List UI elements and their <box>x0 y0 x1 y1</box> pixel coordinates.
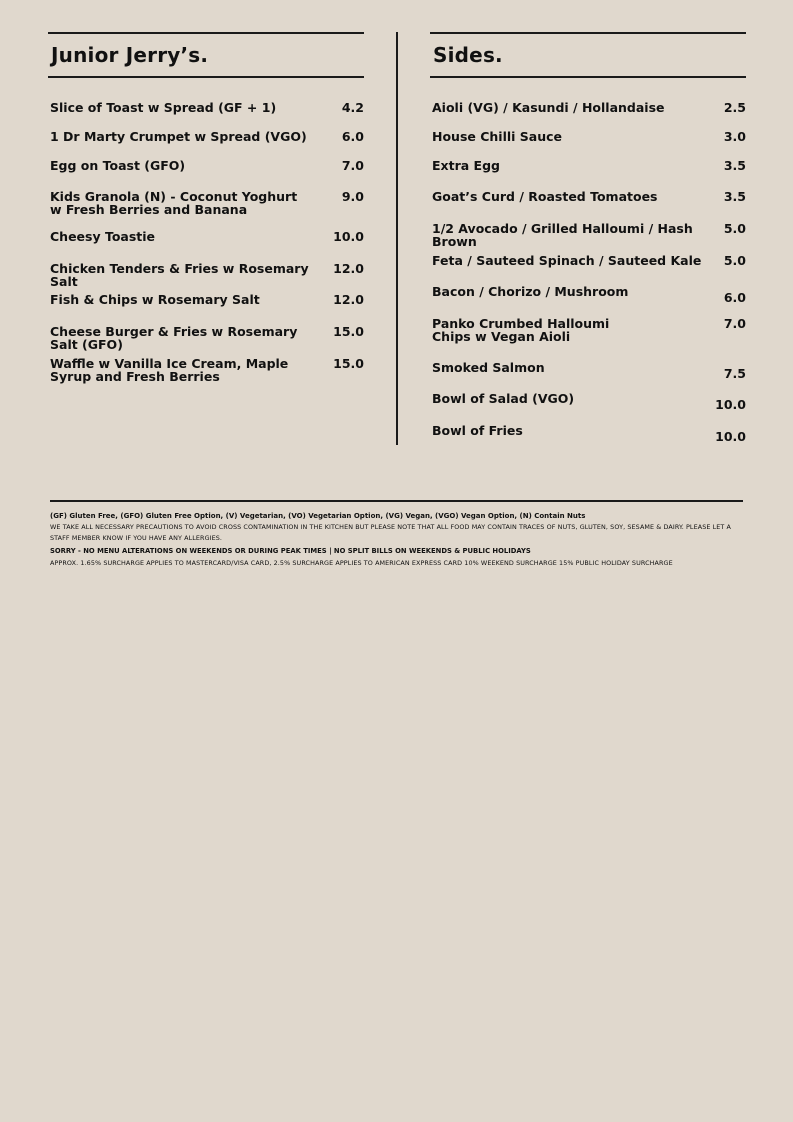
menu-item <box>432 130 746 143</box>
menu-item <box>432 361 746 380</box>
menu-item <box>50 130 364 143</box>
menu-item <box>432 285 746 304</box>
item-price: 9.0 <box>341 189 364 204</box>
item-price: 3.5 <box>723 158 746 173</box>
menu-item <box>432 222 746 248</box>
item-price: 5.0 <box>723 221 746 236</box>
menu-item <box>432 317 746 343</box>
item-price: 12.0 <box>333 261 364 276</box>
item-price: 4.2 <box>341 100 364 115</box>
menu-item <box>50 101 364 114</box>
item-name: Slice of Toast w Spread (GF + 1) <box>50 100 277 115</box>
item-price: 15.0 <box>333 356 364 371</box>
menu-item <box>432 101 746 114</box>
item-price: 7.0 <box>723 316 746 331</box>
item-name: 1/2 Avocado / Grilled Halloumi / Hash Brown <box>432 221 693 249</box>
menu-item <box>432 392 746 411</box>
item-price: 6.0 <box>341 129 364 144</box>
item-name: Cheesy Toastie <box>50 229 156 244</box>
menu-item <box>50 325 364 351</box>
menu-item <box>50 262 364 288</box>
item-name: House Chilli Sauce <box>432 129 563 144</box>
item-price: 3.5 <box>723 189 746 204</box>
menu-item <box>432 254 746 267</box>
item-price: 10.0 <box>715 429 746 444</box>
sides-heading-rule <box>430 76 746 78</box>
item-name: Goat’s Curd / Roasted Tomatoes <box>432 189 658 204</box>
junior-heading-rule <box>48 76 364 78</box>
junior-heading: Junior Jerry’s. <box>51 43 209 67</box>
footer-notes <box>50 500 743 568</box>
item-name: Panko Crumbed Halloumi Chips w Vegan Aioli <box>432 316 610 344</box>
menu-item <box>50 293 364 306</box>
sides-section <box>430 32 746 444</box>
surcharge-note: APPROX. 1.65% SURCHARGE APPLIES TO MASTERCARD/VISA CARD, 2.5% SURCHARGE APPLIES TO AMERICAN EXPRESS CARD 10% WEEKEND SURCHARGE 15% PUBLIC HOLIDAY SURCHARGE <box>50 559 673 567</box>
item-name: Cheese Burger & Fries w Rosemary Salt (GFO) <box>50 324 298 352</box>
item-price: 15.0 <box>333 324 364 339</box>
item-price: 5.0 <box>723 253 746 268</box>
item-name: Kids Granola (N) - Coconut Yoghurt w Fresh Berries and Banana <box>50 189 298 217</box>
menu-item <box>50 230 364 243</box>
item-name: Aioli (VG) / Kasundi / Hollandaise <box>432 100 665 115</box>
allergy-note: WE TAKE ALL NECESSARY PRECAUTIONS TO AVOID CROSS CONTAMINATION IN THE KITCHEN BUT PLEASE NOTE THAT ALL FOOD MAY CONTAIN TRACES OF NUTS, GLUTEN, SOY, SESAME & DAIRY. PLEASE LET A STAFF MEMBER KNOW IF YOU HAVE ANY ALLERGIES. <box>50 523 732 542</box>
item-name: Bacon / Chorizo / Mushroom <box>432 284 629 299</box>
item-name: Extra Egg <box>432 158 500 173</box>
item-price: 3.0 <box>723 129 746 144</box>
item-name: Egg on Toast (GFO) <box>50 158 186 173</box>
item-price: 7.0 <box>341 158 364 173</box>
junior-section <box>48 32 364 384</box>
menu-item <box>432 424 746 443</box>
item-name: Waffle w Vanilla Ice Cream, Maple Syrup and Fresh Berries <box>50 356 289 384</box>
item-name: Fish & Chips w Rosemary Salt <box>50 292 260 307</box>
column-divider <box>396 32 398 445</box>
item-price: 12.0 <box>333 292 364 307</box>
menu-item <box>50 159 364 172</box>
item-name: 1 Dr Marty Crumpet w Spread (VGO) <box>50 129 307 144</box>
item-price: 6.0 <box>723 290 746 305</box>
item-name: Chicken Tenders & Fries w Rosemary Salt <box>50 261 309 289</box>
item-name: Bowl of Fries <box>432 423 523 438</box>
item-price: 7.5 <box>723 366 746 381</box>
item-name: Feta / Sauteed Spinach / Sauteed Kale <box>432 253 702 268</box>
menu-item <box>432 190 746 203</box>
item-price: 2.5 <box>723 100 746 115</box>
dietary-legend: (GF) Gluten Free, (GFO) Gluten Free Option, (V) Vegetarian, (VO) Vegetarian Option, (VG) Vegan, (VGO) Vegan Option, (N) Contain Nuts <box>50 512 586 520</box>
sides-heading: Sides. <box>433 43 503 67</box>
policy-note: SORRY - NO MENU ALTERATIONS ON WEEKENDS OR DURING PEAK TIMES | NO SPLIT BILLS ON WEEKENDS & PUBLIC HOLIDAYS <box>50 547 531 555</box>
menu-item <box>432 159 746 172</box>
menu-item <box>50 357 364 383</box>
menu-item <box>50 190 364 216</box>
item-name: Bowl of Salad (VGO) <box>432 391 575 406</box>
item-price: 10.0 <box>715 397 746 412</box>
item-price: 10.0 <box>333 229 364 244</box>
item-name: Smoked Salmon <box>432 360 545 375</box>
